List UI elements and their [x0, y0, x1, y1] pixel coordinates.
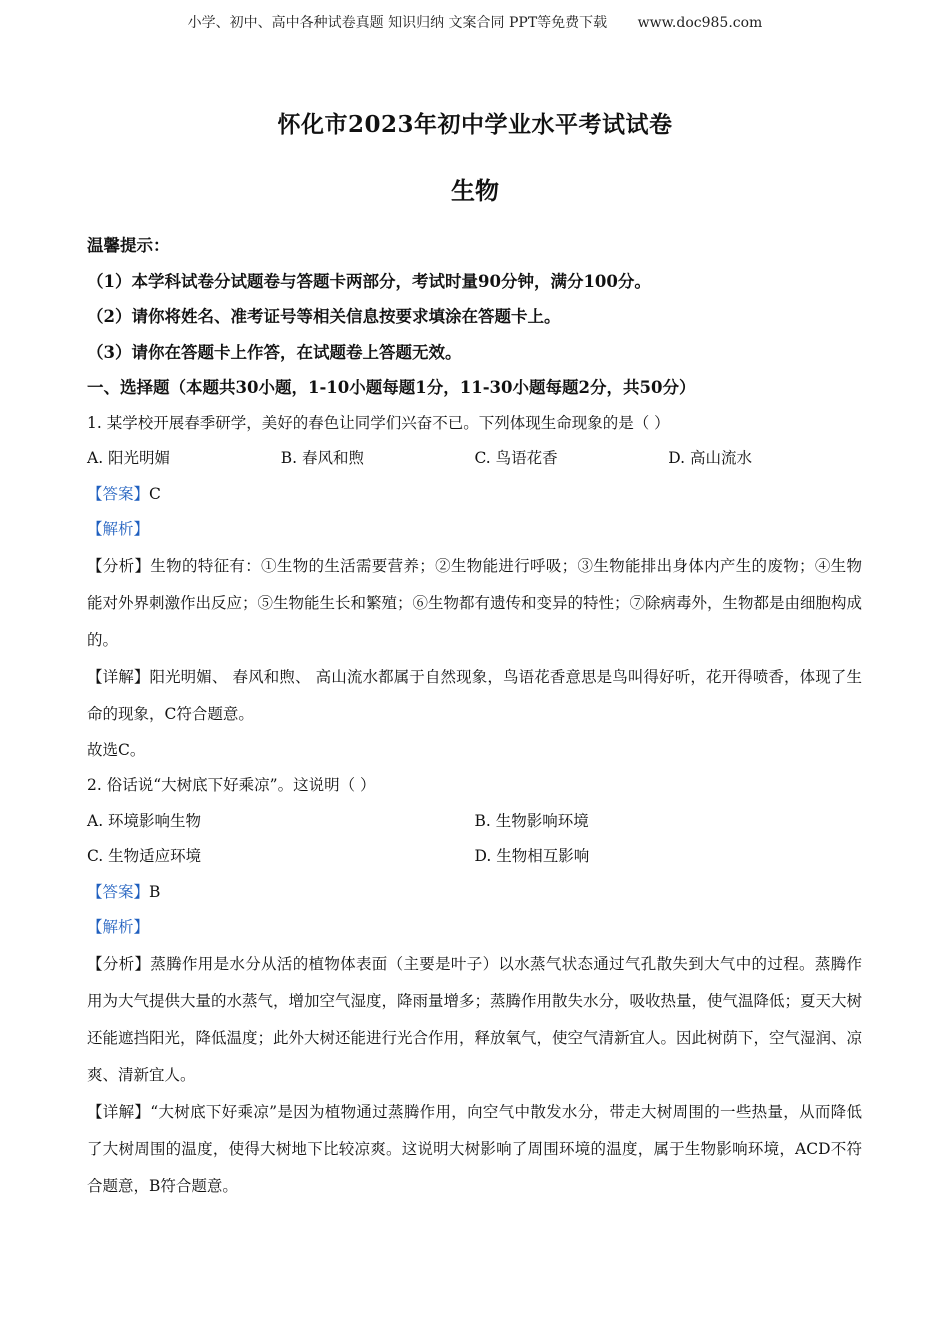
option-d: D. 生物相互影响 — [474, 847, 590, 865]
xiangjie-label: 【详解】 — [87, 667, 150, 686]
question-2-options-row2 — [87, 839, 862, 875]
tip-item: （1）本学科试卷分试题卷与答题卡两部分，考试时量90分钟，满分100分。 — [87, 271, 651, 291]
option-a: A. 环境影响生物 — [87, 811, 202, 830]
tip-item: （2）请你将姓名、准考证号等相关信息按要求填涂在答题卡上。 — [87, 307, 561, 326]
xiangjie-text: “大树底下好乘凉”是因为植物通过蒸腾作用，向空气中散发水分，带走大树周围的一些热量，从而降低了大树周围的温度，使得大树地下比较凉爽。这说明大树影响了周围环境的温度，属于生物影响环境，ACD不符合题意，B符合题意。 — [87, 1102, 862, 1195]
option-b: B. 春风和煦 — [280, 449, 364, 467]
fenxi-text: 生物的特征有：①生物的生活需要营养；②生物能进行呼吸；③生物能排出身体内产生的废物；④生物能对外界刺激作出反应；⑤生物能生长和繁殖；⑥生物都有遗传和变异的特性；⑦除病毒外，生物都是由细胞构成的。 — [87, 556, 863, 649]
header-text: 小学、初中、高中各种试卷真题 知识归纳 文案合同 PPT等免费下载 — [187, 15, 608, 31]
question-2-xiangjie — [87, 1094, 862, 1205]
option-a: A. 阳光明媚 — [87, 449, 171, 467]
header-url[interactable]: www.doc985.com — [637, 15, 763, 31]
analysis-label: 【解析】 — [87, 918, 150, 936]
option-c: C. 生物适应环境 — [87, 847, 202, 865]
xiangjie-text: 阳光明媚、 春风和煦、 高山流水都属于自然现象，鸟语花香意思是鸟叫得好听，花开得喷香，体现了生命的现象，C符合题意。 — [87, 667, 862, 723]
answer-value: B — [149, 882, 161, 901]
answer-label: 【答案】 — [87, 484, 150, 503]
question-2-answer — [87, 875, 862, 911]
question-1-options — [87, 441, 862, 477]
question-1-answer — [87, 477, 862, 513]
page-header — [0, 12, 950, 32]
question-2-options-row1 — [87, 804, 862, 840]
question-1-stem: 1. 某学校开展春季研学，美好的春色让同学们兴奋不已。下列体现生命现象的是（ ） — [87, 413, 670, 432]
answer-value: C — [149, 484, 161, 503]
fenxi-label: 【分析】 — [87, 954, 151, 973]
section-heading: 一、选择题（本题共30小题，1-10小题每题1分，11-30小题每题2分，共50分） — [87, 378, 696, 397]
subject-title: 生物 — [451, 176, 499, 205]
exam-title: 怀化市2023年初中学业水平考试试卷 — [277, 111, 673, 138]
xiangjie-label: 【详解】 — [87, 1102, 151, 1121]
question-1-xiangjie — [87, 659, 862, 733]
question-2-fenxi — [87, 946, 862, 1094]
question-1-conclusion: 故选C。 — [87, 740, 146, 759]
option-c: C. 鸟语花香 — [474, 449, 558, 467]
fenxi-text: 蒸腾作用是水分从活的植物体表面（主要是叶子）以水蒸气状态通过气孔散失到大气中的过程。蒸腾作用为大气提供大量的水蒸气，增加空气湿度，降雨量增多；蒸腾作用散失水分，吸收热量，使气温降低；夏天大树还能遮挡阳光，降低温度；此外大树还能进行光合作用，释放氧气，使空气清新宜人。因此树荫下，空气湿润、凉爽、清新宜人。 — [87, 954, 863, 1084]
exam-content — [87, 228, 862, 1205]
fenxi-label: 【分析】 — [87, 556, 151, 575]
option-b: B. 生物影响环境 — [474, 811, 589, 830]
question-1-fenxi — [87, 548, 862, 659]
analysis-label: 【解析】 — [87, 520, 150, 538]
option-d: D. 高山流水 — [668, 449, 752, 467]
answer-label: 【答案】 — [87, 882, 150, 901]
tips-heading: 温馨提示： — [87, 236, 170, 255]
question-2-stem: 2. 俗话说“大树底下好乘凉”。这说明（ ） — [87, 776, 376, 794]
tip-item: （3）请你在答题卡上作答，在试题卷上答题无效。 — [87, 342, 462, 362]
